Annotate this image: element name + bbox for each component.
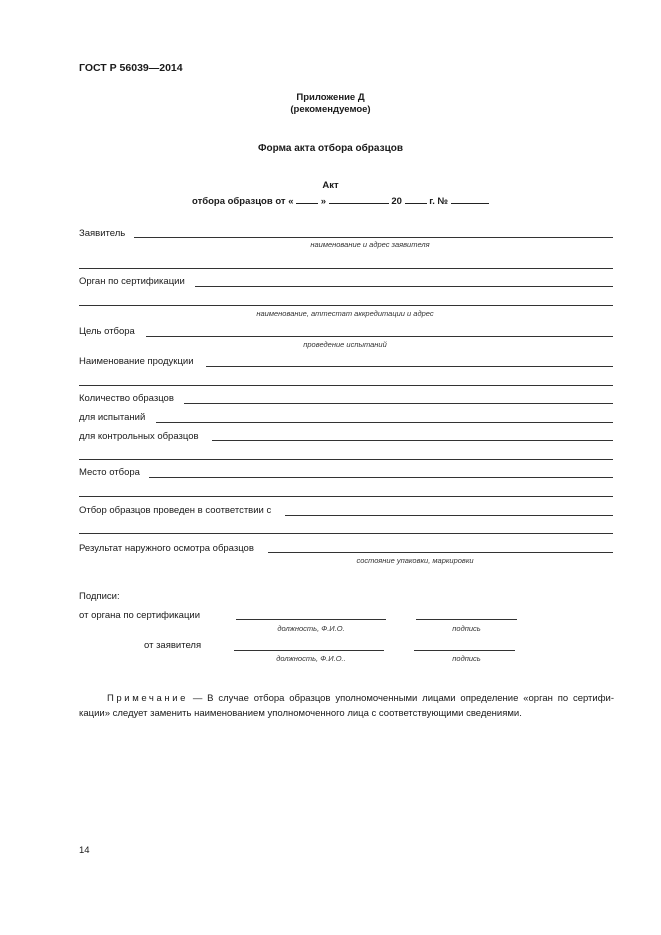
inspection-field[interactable] <box>268 552 613 553</box>
act-quote-close: » <box>320 196 327 207</box>
according-to-field[interactable] <box>285 515 613 516</box>
sign-cert-body-signature-field[interactable] <box>416 619 517 620</box>
product-field-line-2[interactable] <box>79 385 613 386</box>
act-number-field[interactable] <box>451 195 489 204</box>
act-month-field[interactable] <box>329 195 389 204</box>
note <box>79 691 614 721</box>
for-tests-field[interactable] <box>156 422 613 423</box>
place-field-line-2[interactable] <box>79 496 613 497</box>
cert-body-field-line-2[interactable] <box>79 305 613 306</box>
note-text: В случае отбора образцов уполномоченными лицами определение «орган по сертифи-кации» следует заменить наименованием уполномоченного лица с соответствующими сведениями. <box>79 693 614 719</box>
for-control-field-line-2[interactable] <box>79 459 613 460</box>
sign-cert-body-position-hint: должность, Ф.И.О. <box>277 624 345 633</box>
appendix-status: (рекомендуемое) <box>290 104 371 115</box>
act-title: Акт <box>322 180 339 191</box>
act-year-suffix: г. № <box>429 196 449 207</box>
appendix-title: Приложение Д <box>296 92 365 103</box>
page-number: 14 <box>79 845 90 856</box>
act-line-start: отбора образцов от « <box>192 196 294 207</box>
applicant-field-line-2[interactable] <box>79 268 613 269</box>
standard-number: ГОСТ Р 56039—2014 <box>79 62 183 74</box>
sign-cert-body-position-field[interactable] <box>236 619 386 620</box>
inspection-label: Результат наружного осмотра образцов <box>79 543 254 554</box>
form-title: Форма акта отбора образцов <box>258 143 403 154</box>
purpose-label: Цель отбора <box>79 326 135 337</box>
note-prefix: Примечание <box>107 693 188 704</box>
act-date-line <box>192 195 489 207</box>
purpose-field[interactable] <box>146 336 613 337</box>
cert-body-field[interactable] <box>195 286 613 287</box>
applicant-field[interactable] <box>134 237 613 238</box>
according-to-label: Отбор образцов проведен в соответствии с <box>79 505 272 516</box>
cert-body-label: Орган по сертификации <box>79 276 185 287</box>
for-tests-label: для испытаний <box>79 412 146 423</box>
act-year-prefix: 20 <box>391 196 402 207</box>
for-control-label: для контрольных образцов <box>79 431 199 442</box>
signatures-title: Подписи: <box>79 591 120 602</box>
inspection-hint: состояние упаковки, маркировки <box>356 556 474 565</box>
sign-cert-body-signature-hint: подпись <box>452 624 481 633</box>
sign-cert-body-label: от органа по сертификации <box>79 610 200 621</box>
sign-applicant-label: от заявителя <box>144 640 202 651</box>
act-year-field[interactable] <box>405 195 427 204</box>
sign-applicant-position-hint: должность, Ф.И.О.. <box>276 654 346 663</box>
applicant-label: Заявитель <box>79 228 126 239</box>
place-field[interactable] <box>149 477 613 478</box>
applicant-hint: наименование и адрес заявителя <box>310 240 430 249</box>
product-label: Наименование продукции <box>79 356 194 367</box>
sign-applicant-position-field[interactable] <box>234 650 384 651</box>
quantity-field[interactable] <box>184 403 613 404</box>
purpose-hint: проведение испытаний <box>303 340 387 349</box>
for-control-field[interactable] <box>212 440 613 441</box>
note-dash: — <box>188 693 208 704</box>
act-day-field[interactable] <box>296 195 318 204</box>
quantity-label: Количество образцов <box>79 393 174 404</box>
product-field[interactable] <box>206 366 613 367</box>
sign-applicant-signature-field[interactable] <box>414 650 515 651</box>
according-to-field-line-2[interactable] <box>79 533 613 534</box>
sign-applicant-signature-hint: подпись <box>452 654 481 663</box>
cert-body-hint: наименование, аттестат аккредитации и адрес <box>256 309 434 318</box>
place-label: Место отбора <box>79 467 140 478</box>
